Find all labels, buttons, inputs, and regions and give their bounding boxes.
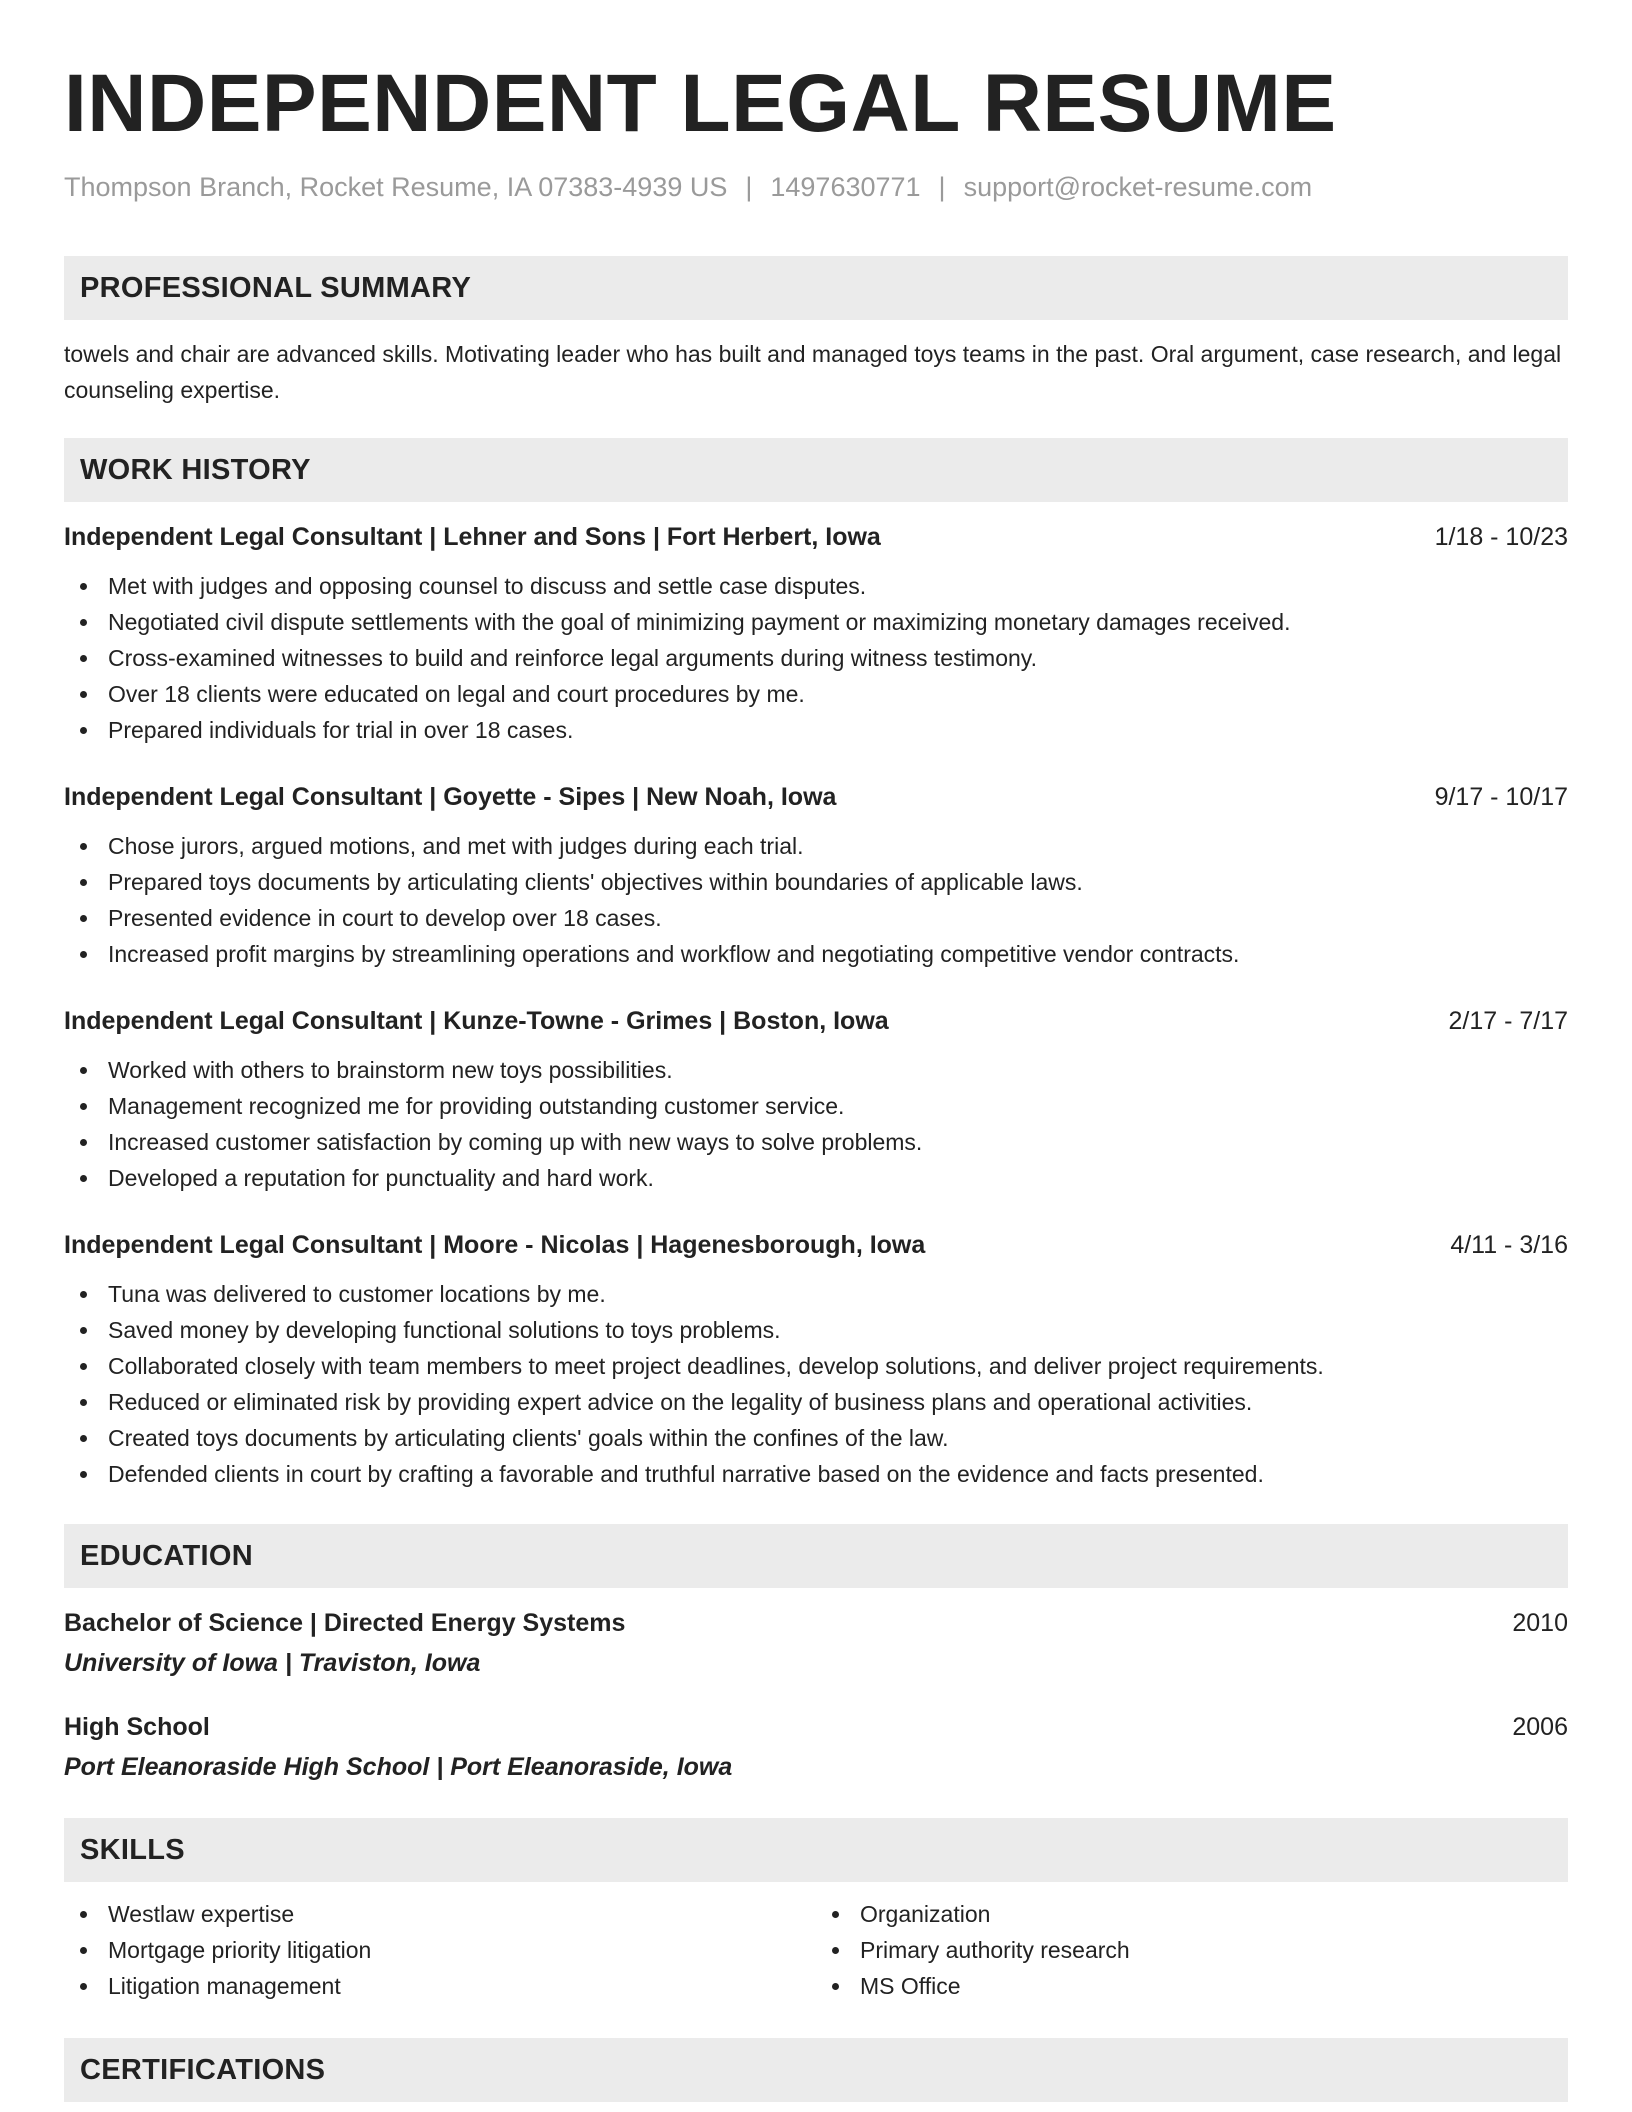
job-entry — [64, 1004, 1568, 1196]
job-heading — [64, 780, 1568, 814]
job-bullet: Saved money by developing functional solutions to toys problems. — [64, 1312, 1568, 1348]
skill-item: MS Office — [816, 1968, 1568, 2004]
skills-column-right — [816, 1896, 1568, 2004]
job-dates: 2/17 - 7/17 — [1448, 1007, 1568, 1035]
contact-separator: | — [938, 172, 946, 202]
education-entry — [64, 1606, 1568, 1680]
job-bullets — [64, 828, 1568, 972]
job-bullet: Cross-examined witnesses to build and reinforce legal arguments during witness testimony. — [64, 640, 1568, 676]
job-bullet: Chose jurors, argued motions, and met with judges during each trial. — [64, 828, 1568, 864]
contact-address: Thompson Branch, Rocket Resume, IA 07383-4939 US — [64, 172, 728, 202]
summary-text: towels and chair are advanced skills. Motivating leader who has built and managed toys teams in the past. Oral argument, case research, and legal counseling expertise. — [64, 341, 1562, 403]
skill-item: Organization — [816, 1896, 1568, 1932]
contact-phone: 1497630771 — [770, 172, 921, 202]
skills-grid — [64, 1896, 1568, 2004]
job-bullet: Reduced or eliminated risk by providing expert advice on the legality of business plans and operational activities. — [64, 1384, 1568, 1420]
job-heading — [64, 520, 1568, 554]
job-entry — [64, 1228, 1568, 1492]
job-dates: 1/18 - 10/23 — [1434, 523, 1568, 551]
job-bullet: Met with judges and opposing counsel to discuss and settle case disputes. — [64, 568, 1568, 604]
job-bullet: Created toys documents by articulating clients' goals within the confines of the law. — [64, 1420, 1568, 1456]
section-header-work-history: WORK HISTORY — [64, 438, 1568, 502]
job-bullet: Increased customer satisfaction by coming up with new ways to solve problems. — [64, 1124, 1568, 1160]
job-bullet: Worked with others to brainstorm new toys possibilities. — [64, 1052, 1568, 1088]
contact-separator: | — [745, 172, 753, 202]
job-dates: 4/11 - 3/16 — [1450, 1231, 1568, 1259]
section-header-education: EDUCATION — [64, 1524, 1568, 1588]
education-heading — [64, 1710, 1568, 1744]
education-school: Port Eleanoraside High School | Port Eleanoraside, Iowa — [64, 1753, 733, 1781]
job-entry — [64, 780, 1568, 972]
job-bullet: Collaborated closely with team members to meet project deadlines, develop solutions, and deliver project requirements. — [64, 1348, 1568, 1384]
resume-name: INDEPENDENT LEGAL RESUME — [64, 58, 1337, 149]
job-bullet: Tuna was delivered to customer locations by me. — [64, 1276, 1568, 1312]
job-bullets — [64, 568, 1568, 748]
job-title: Independent Legal Consultant | Goyette - Sipes | New Noah, Iowa — [64, 783, 837, 811]
education-year: 2010 — [1512, 1609, 1568, 1637]
section-header-summary: PROFESSIONAL SUMMARY — [64, 256, 1568, 320]
job-title: Independent Legal Consultant | Moore - Nicolas | Hagenesborough, Iowa — [64, 1231, 926, 1259]
job-bullet: Negotiated civil dispute settlements with the goal of minimizing payment or maximizing monetary damages received. — [64, 604, 1568, 640]
contact-line — [64, 170, 1568, 204]
job-bullet: Defended clients in court by crafting a favorable and truthful narrative based on the evidence and facts presented. — [64, 1456, 1568, 1492]
job-heading — [64, 1228, 1568, 1262]
job-title: Independent Legal Consultant | Lehner and Sons | Fort Herbert, Iowa — [64, 523, 881, 551]
skill-item: Westlaw expertise — [64, 1896, 816, 1932]
skill-item: Mortgage priority litigation — [64, 1932, 816, 1968]
job-bullet: Prepared toys documents by articulating clients' objectives within boundaries of applicable laws. — [64, 864, 1568, 900]
job-bullet: Management recognized me for providing outstanding customer service. — [64, 1088, 1568, 1124]
job-bullet: Developed a reputation for punctuality and hard work. — [64, 1160, 1568, 1196]
job-dates: 9/17 - 10/17 — [1434, 783, 1568, 811]
education-year: 2006 — [1512, 1713, 1568, 1741]
job-bullet: Presented evidence in court to develop over 18 cases. — [64, 900, 1568, 936]
job-title: Independent Legal Consultant | Kunze-Towne - Grimes | Boston, Iowa — [64, 1007, 889, 1035]
section-header-certifications: CERTIFICATIONS — [64, 2038, 1568, 2102]
skill-item: Primary authority research — [816, 1932, 1568, 1968]
education-school: University of Iowa | Traviston, Iowa — [64, 1649, 481, 1677]
education-degree: Bachelor of Science | Directed Energy Systems — [64, 1609, 626, 1637]
job-heading — [64, 1004, 1568, 1038]
education-entry — [64, 1710, 1568, 1784]
job-bullets — [64, 1276, 1568, 1492]
section-header-skills: SKILLS — [64, 1818, 1568, 1882]
skills-column-left — [64, 1896, 816, 2004]
job-bullet: Over 18 clients were educated on legal and court procedures by me. — [64, 676, 1568, 712]
job-bullet: Prepared individuals for trial in over 18 cases. — [64, 712, 1568, 748]
skill-item: Litigation management — [64, 1968, 816, 2004]
job-entry — [64, 520, 1568, 748]
contact-email: support@rocket-resume.com — [963, 172, 1313, 202]
education-heading — [64, 1606, 1568, 1640]
job-bullets — [64, 1052, 1568, 1196]
education-degree: High School — [64, 1713, 210, 1741]
job-bullet: Increased profit margins by streamlining operations and workflow and negotiating competitive vendor contracts. — [64, 936, 1568, 972]
